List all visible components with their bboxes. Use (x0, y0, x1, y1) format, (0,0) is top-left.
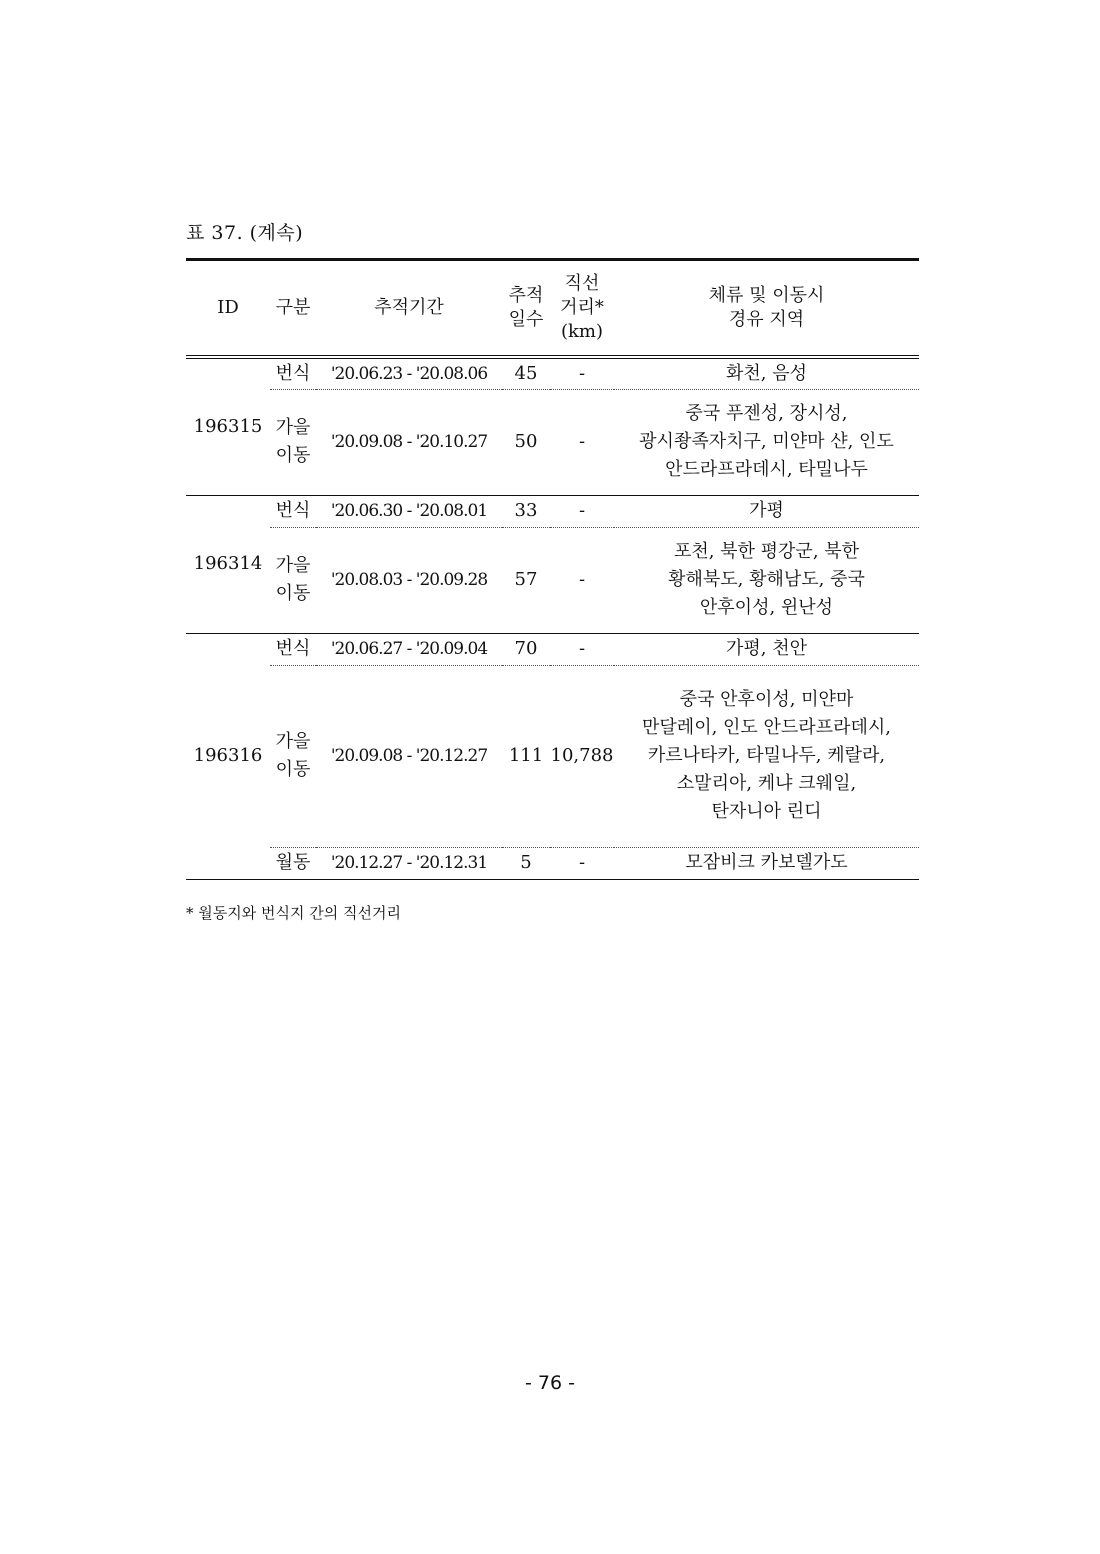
region-cell: 가평, 천안 (614, 633, 919, 665)
distance-cell: - (550, 527, 614, 633)
header-distance (550, 260, 614, 358)
category-cell: 월동 (270, 847, 316, 879)
distance-cell: - (550, 633, 614, 665)
table-row (186, 847, 919, 879)
distance-cell: - (550, 357, 614, 389)
table-row (186, 665, 919, 847)
distance-cell: - (550, 847, 614, 879)
header-row (186, 260, 919, 358)
header-region-line1: 체류 및 이동시 (708, 285, 825, 306)
id-cell: 196314 (186, 495, 270, 633)
region-cell: 포천, 북한 평강군, 북한 황해북도, 황해남도, 중국 안후이성, 윈난성 (614, 527, 919, 633)
header-dist-line2: 거리* (560, 297, 604, 318)
days-cell: 57 (502, 527, 550, 633)
table-row (186, 527, 919, 633)
table-caption: 표 37. (계속) (186, 222, 304, 244)
footnote: * 월동지와 번식지 간의 직선거리 (186, 904, 401, 922)
period-cell: '20.09.08 - '20.12.27 (316, 665, 502, 847)
header-dist-line3: (km) (560, 321, 604, 342)
header-region-line2: 경유 지역 (728, 309, 805, 330)
header-dist-line1: 직선 (564, 273, 600, 294)
category-cell: 가을 이동 (270, 389, 316, 495)
period-cell: '20.06.30 - '20.08.01 (316, 495, 502, 527)
table-row (186, 495, 919, 527)
days-cell: 50 (502, 389, 550, 495)
category-cell: 가을 이동 (270, 665, 316, 847)
region-cell: 가평 (614, 495, 919, 527)
header-period: 추적기간 (316, 260, 502, 358)
distance-cell: - (550, 389, 614, 495)
days-cell: 111 (502, 665, 550, 847)
header-days-line2: 일수 (508, 309, 544, 330)
period-cell: '20.06.23 - '20.08.06 (316, 357, 502, 389)
days-cell: 33 (502, 495, 550, 527)
days-cell: 70 (502, 633, 550, 665)
period-cell: '20.08.03 - '20.09.28 (316, 527, 502, 633)
region-cell: 중국 안후이성, 미얀마 만달레이, 인도 안드라프라데시, 카르나타카, 타밀나두, 케랄라, 소말리아, 케냐 크웨일, 탄자니아 린디 (614, 665, 919, 847)
distance-cell: 10,788 (550, 665, 614, 847)
region-cell: 중국 푸젠성, 장시성, 광시좡족자치구, 미얀마 샨, 인도 안드라프라데시, 타밀나두 (614, 389, 919, 495)
header-region (614, 260, 919, 358)
category-cell: 가을 이동 (270, 527, 316, 633)
table-row (186, 389, 919, 495)
period-cell: '20.09.08 - '20.10.27 (316, 389, 502, 495)
region-cell: 모잠비크 카보델가도 (614, 847, 919, 879)
tracking-table (186, 258, 919, 880)
id-cell: 196315 (186, 357, 270, 495)
table-row (186, 357, 919, 389)
days-cell: 5 (502, 847, 550, 879)
category-cell: 번식 (270, 633, 316, 665)
header-days (502, 260, 550, 358)
distance-cell: - (550, 495, 614, 527)
table-row (186, 633, 919, 665)
category-cell: 번식 (270, 357, 316, 389)
header-days-line1: 추적 (508, 285, 544, 306)
region-cell: 화천, 음성 (614, 357, 919, 389)
page-number: - 76 - (525, 1372, 575, 1394)
header-category: 구분 (270, 260, 316, 358)
header-id: ID (186, 260, 270, 358)
category-cell: 번식 (270, 495, 316, 527)
days-cell: 45 (502, 357, 550, 389)
period-cell: '20.12.27 - '20.12.31 (316, 847, 502, 879)
period-cell: '20.06.27 - '20.09.04 (316, 633, 502, 665)
id-cell: 196316 (186, 633, 270, 879)
